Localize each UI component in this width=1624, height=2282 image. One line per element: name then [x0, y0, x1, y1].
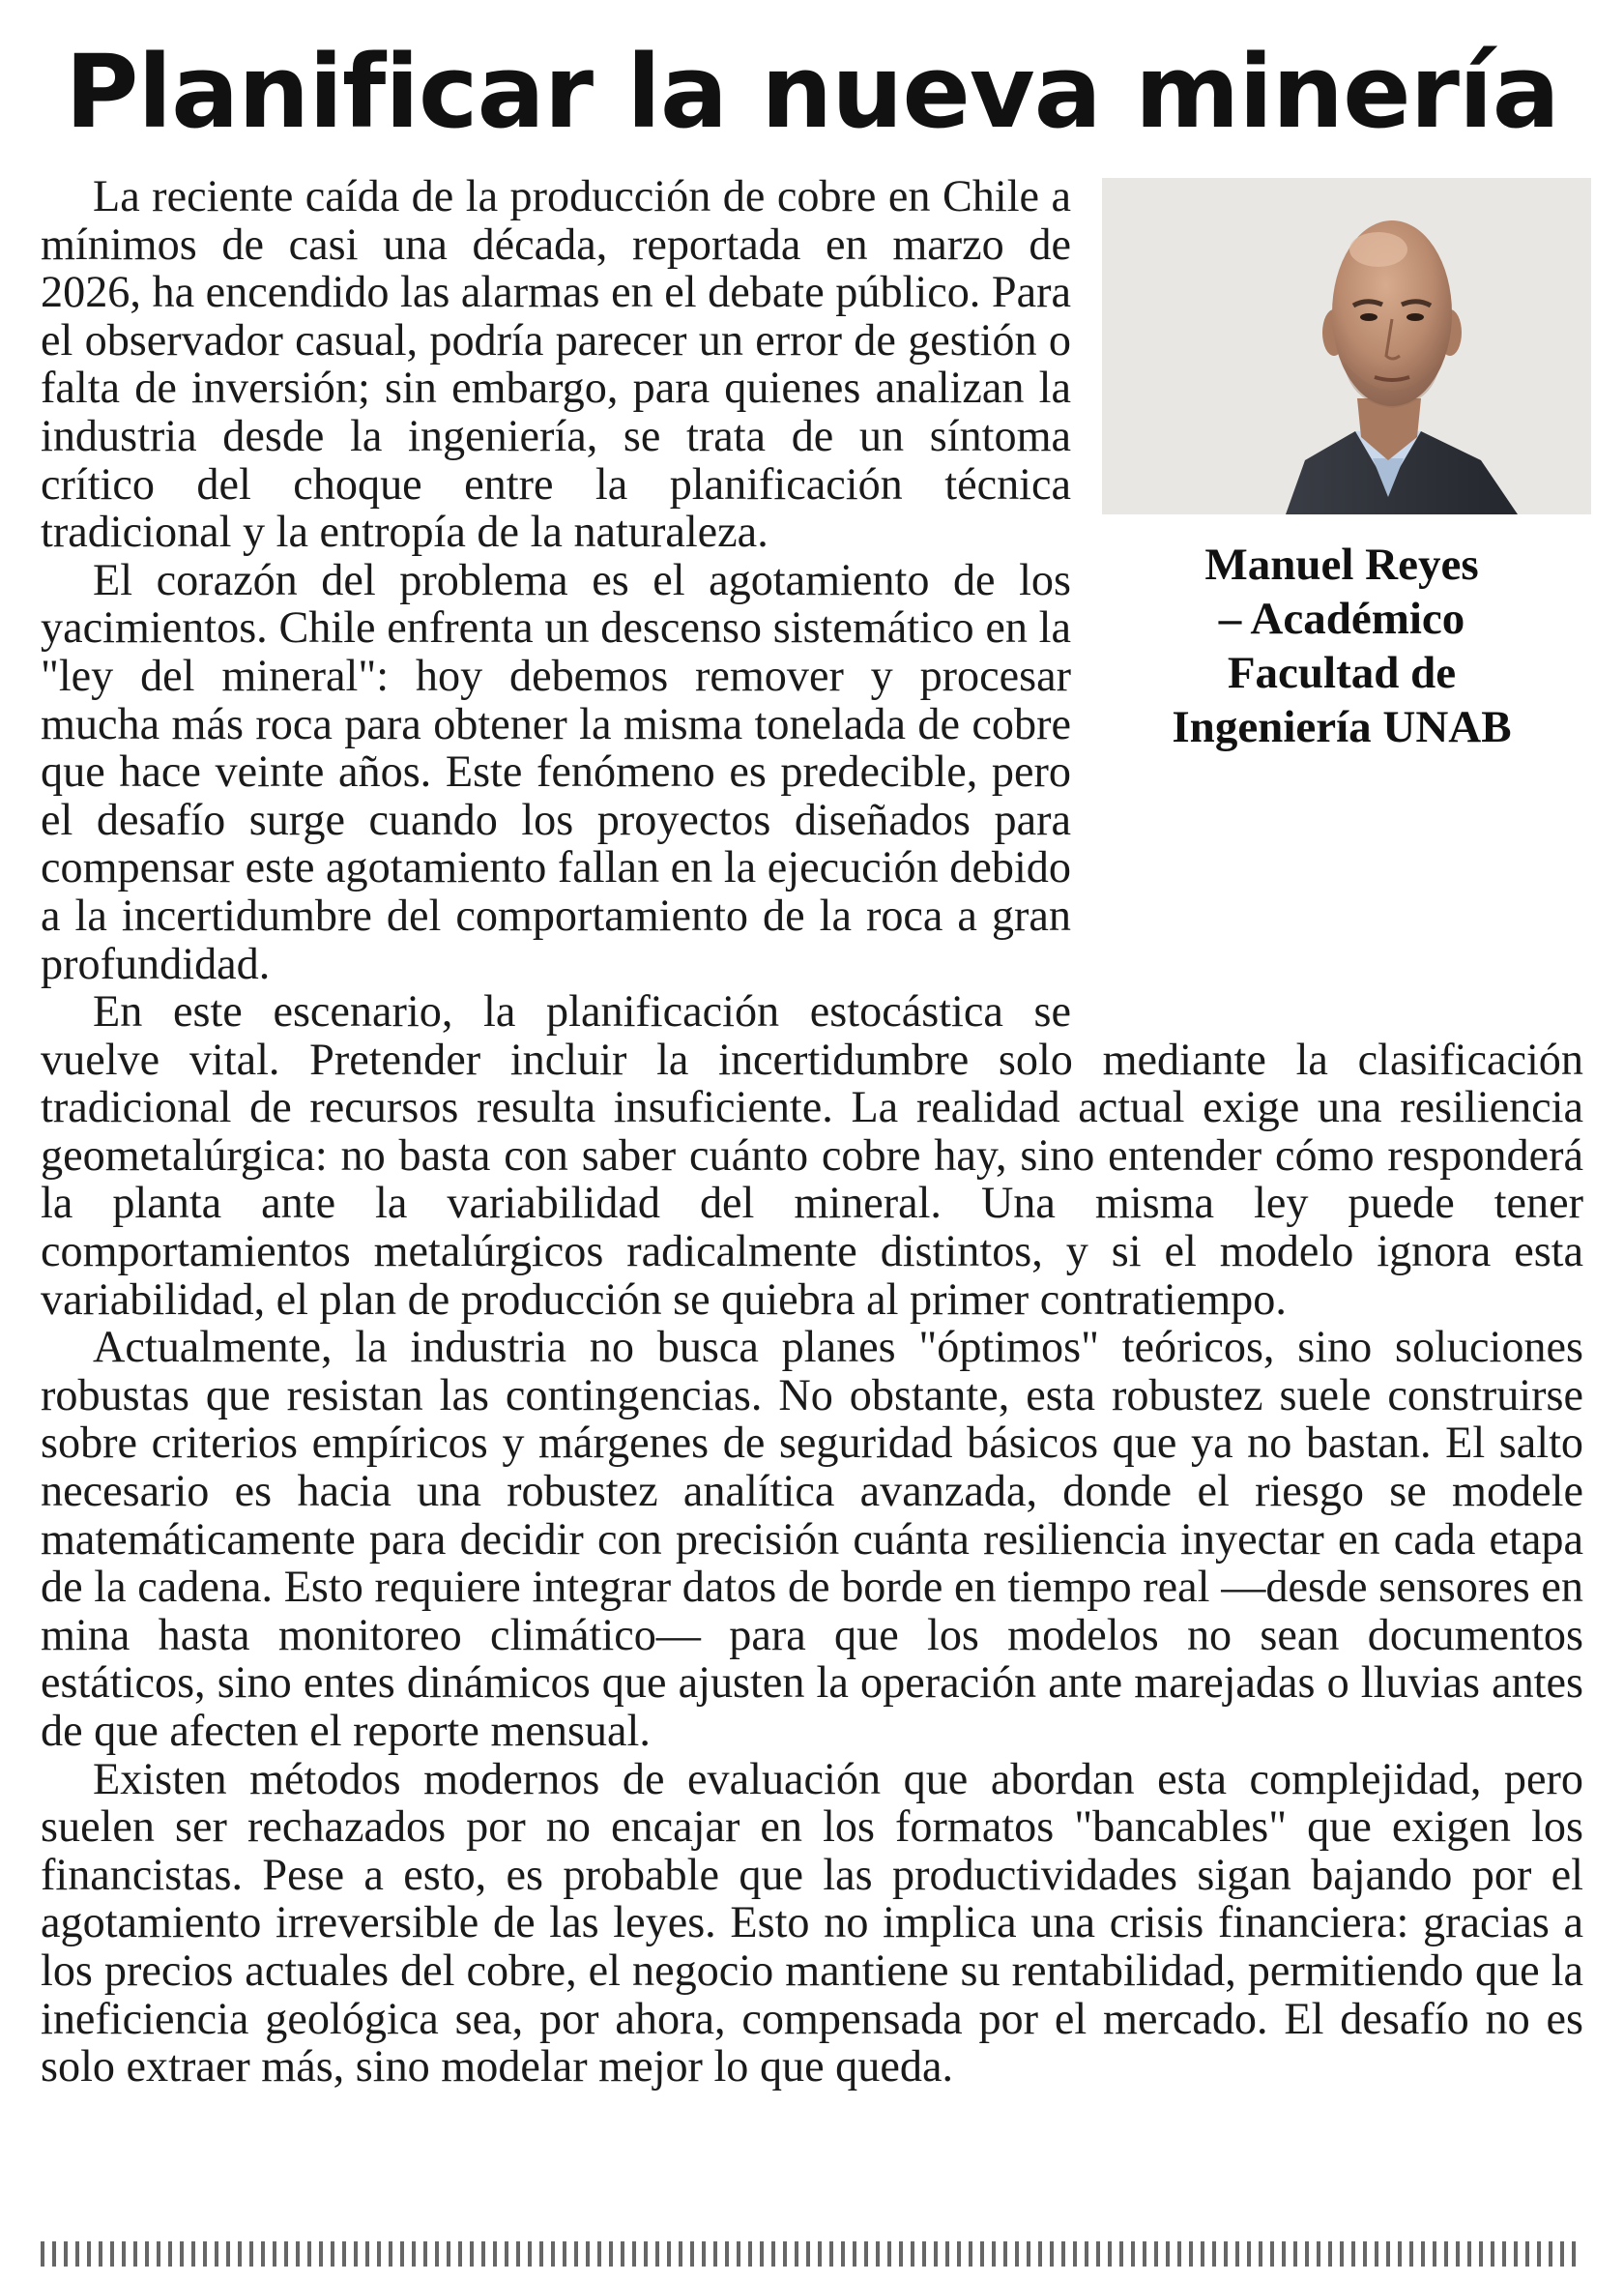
paragraph-3: En este escenario, la planificación estocástica se vuelve vital. Pretender incluir la incertidumbre solo mediante la clasificación tradicional de recursos resulta insuficiente. La realidad actual exige una resiliencia geometalúrgica: no basta con saber cuánto cobre hay, sino entender cómo responderá la planta ante la variabilidad del mineral. Una misma ley puede tener comportamientos metalúrgicos radicalmente distintos, y si el modelo ignora esta variabilidad, el plan de producción se quiebra al primer contratiempo. — [41, 986, 1583, 1324]
author-caption — [1090, 538, 1593, 754]
paragraph-1: La reciente caída de la producción de cobre en Chile a mínimos de casi una década, reportada en marzo de 2026, ha encendido las alarmas en el debate público. Para el observador casual, podría parecer un error de gestión o falta de inversión; sin embargo, para quienes analizan la industria desde la ingeniería, se trata de un síntoma crítico del choque entre la planificación técnica tradicional y la entropía de la naturaleza. — [41, 171, 1071, 557]
author-institution: Ingeniería UNAB — [1172, 702, 1512, 752]
author-portrait-image — [1102, 178, 1591, 514]
author-role: – Académico — [1218, 594, 1465, 644]
paragraph-4: Actualmente, la industria no busca planes "óptimos" teóricos, sino soluciones robustas que resistan las contingencias. No obstante, esta robustez suele construirse sobre criterios empíricos y márgenes de seguridad básicos que ya no bastan. El salto necesario es hacia una robustez analítica avanzada, donde el riesgo se modele matemáticamente para decidir con precisión cuánta resiliencia inyectar en cada etapa de la cadena. Esto requiere integrar datos de borde en tiempo real —desde sensores en mina hasta monitoreo climático— para que los modelos no sean documentos estáticos, sino entes dinámicos que ajusten la operación ante marejadas o lluvias antes de que afecten el reporte mensual. — [41, 1322, 1583, 1755]
bottom-hatched-rule — [41, 2241, 1583, 2267]
author-photo — [1102, 178, 1591, 514]
author-faculty: Facultad de — [1227, 648, 1457, 698]
headline: Planificar la nueva minería — [65, 33, 1559, 151]
author-box — [1090, 178, 1593, 1017]
paragraph-2: El corazón del problema es el agotamiento de los yacimientos. Chile enfrenta un descenso sistemático en la "ley del mineral": hoy debemos remover y procesar mucha más roca para obtener la misma tonelada de cobre que hace veinte años. Este fenómeno es predecible, pero el desafío surge cuando los proyectos diseñados para compensar este agotamiento fallan en la ejecución debido a la incertidumbre del comportamiento de la roca a gran profundidad. — [41, 554, 1071, 988]
paragraph-5: Existen métodos modernos de evaluación que abordan esta complejidad, pero suelen ser rechazados por no encajar en los formatos "bancables" que exigen los financistas. Pese a esto, es probable que las productividades sigan bajando por el agotamiento irreversible de las leyes. Esto no implica una crisis financiera: gracias a los precios actuales del cobre, el negocio mantiene su rentabilidad, permitiendo que la ineficiencia geológica sea, por ahora, compensada por el mercado. El desafío no es solo extraer más, sino modelar mejor lo que queda. — [41, 1753, 1583, 2092]
author-name: Manuel Reyes — [1204, 540, 1479, 590]
article-body — [41, 172, 1583, 2091]
